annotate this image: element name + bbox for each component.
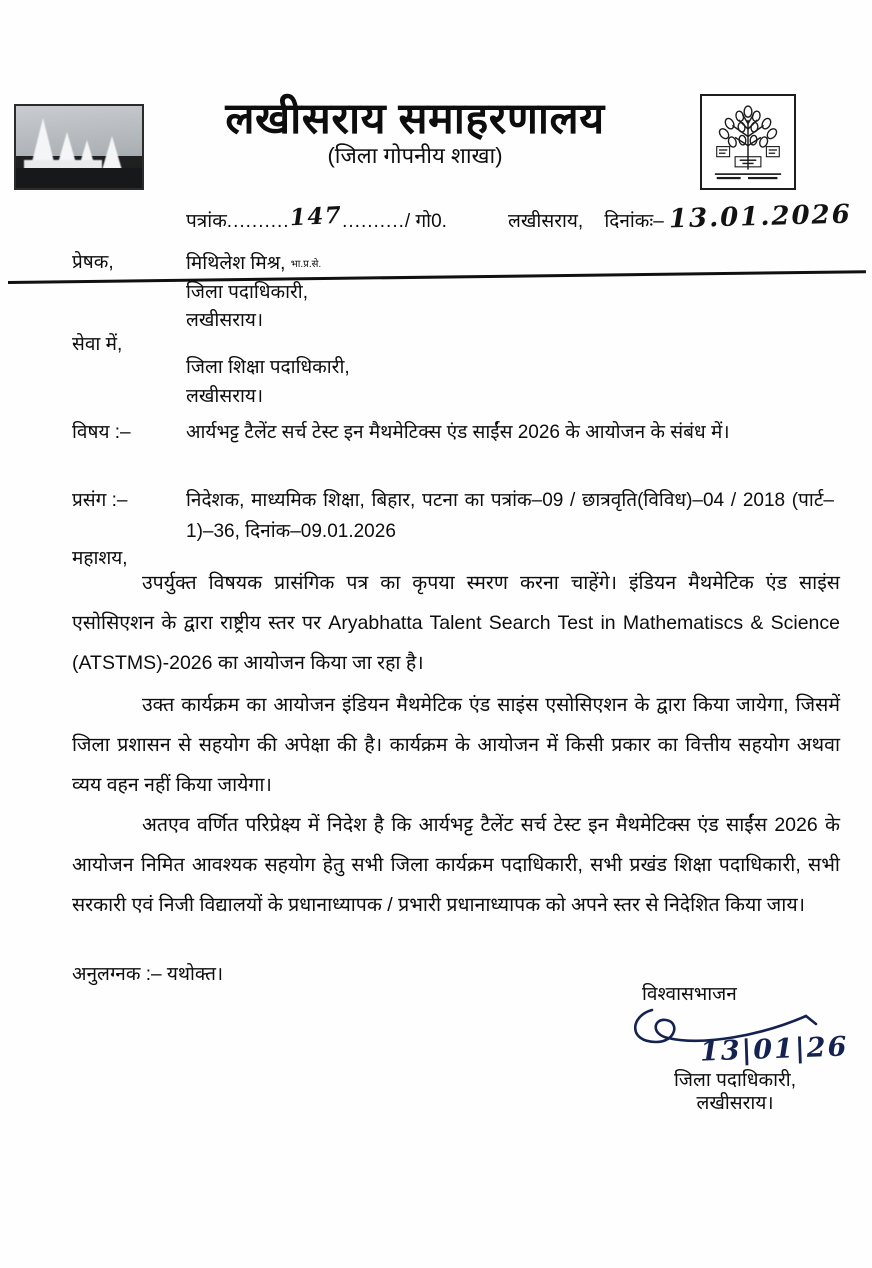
- letter-number-label: पत्रांक: [186, 211, 227, 232]
- letter-number-field: [186, 201, 447, 233]
- from-name: मिथिलेश मिश्र,: [186, 253, 286, 274]
- letter-place: लखीसराय,: [508, 211, 584, 232]
- signature-date: 13|01|26: [699, 1031, 849, 1068]
- from-designation: जिला पदाधिकारी,: [186, 281, 308, 303]
- office-subtitle: (जिला गोपनीय शाखा): [327, 143, 503, 169]
- paragraph-3: अतएव वर्णित परिप्रेक्ष्य में निदेश है कि आर्यभट्ट टैलेंट सर्च टेस्ट इन मैथमेटिक्स एंड साईंस 2026 के आयोजन निमित आवश्यक सहयोग हेतु सभी जिला कार्यक्रम पदाधिकारी, सभी प्रखंड शिक्षा पदाधिकारी, सभी सरकारी एवं निजी विद्यालयों के प्रधानाध्यापक / प्रभारी प्रधानाध्यापक को अपने स्तर से निदेशित किया जाय।: [72, 814, 840, 916]
- letter-date-label: दिनांकः–: [604, 211, 664, 232]
- signature-designation: जिला पदाधिकारी,: [674, 1069, 796, 1091]
- from-label: प्रेषक,: [72, 252, 114, 273]
- from-district: लखीसराय।: [186, 310, 264, 331]
- to-district: लखीसराय।: [186, 385, 264, 407]
- letter-meta-row: [0, 199, 872, 240]
- from-block: [186, 250, 321, 336]
- signature-graphic: [600, 1006, 870, 1070]
- signature-respect-word: विश्वासभाजन: [642, 984, 737, 1005]
- reference-label: प्रसंग :–: [72, 490, 128, 511]
- to-designation: जिला शिक्षा पदाधिकारी,: [186, 357, 350, 378]
- office-title: लखीसराय समाहरणालय: [225, 95, 605, 143]
- to-block: [186, 354, 350, 411]
- paragraph-2: उक्त कार्यक्रम का आयोजन इंडियन मैथमेटिक एंड साइंस एसोसिएशन के द्वारा किया जायेगा, जिसमें जिला प्रशासन से सहयोग की अपेक्षा की है। कार्यक्रम के आयोजन में किसी प्रकार का वित्तीय सहयोग अथवा व्यय वहन नहीं किया जायेगा।: [72, 694, 840, 796]
- to-label: सेवा में,: [72, 334, 123, 355]
- from-name-line: [186, 250, 321, 279]
- subject-text: आर्यभट्ट टैलेंट सर्च टेस्ट इन मैथमेटिक्स एंड साईंस 2026 के आयोजन के संबंध में।: [186, 422, 730, 443]
- letter-date-field: [508, 199, 853, 235]
- letter-number-value: 147: [288, 201, 343, 232]
- greeting: महाशय,: [72, 548, 128, 569]
- subject-label: विषय :–: [72, 422, 131, 443]
- letterhead-header: [0, 88, 872, 200]
- signature-block: [600, 982, 870, 1117]
- letter-number-dots: ..........: [226, 211, 290, 232]
- header-divider: [8, 270, 866, 284]
- reference-text: निदेशक, माध्यमिक शिक्षा, बिहार, पटना का पत्रांक–09 / छात्रवृति(विविध)–04 / 2018 (पार्ट–1)–36, दिनांक–09.01.2026: [186, 490, 834, 542]
- from-name-suffix: भा.प्र.से.: [290, 259, 322, 270]
- paragraph-1: उपर्युक्त विषयक प्रासंगिक पत्र का कृपया स्मरण करना चाहेंगे। इंडियन मैथमेटिक एंड साइंस एसोसिएशन के द्वारा राष्ट्रीय स्तर पर Aryabhatta Talent Search Test in Mathematiscs & Science (ATSTMS)-2026 का आयोजन किया जा रहा है।: [72, 572, 840, 674]
- bihar-government-emblem-icon: [700, 94, 796, 190]
- letter-number-suffix: / गो0.: [404, 211, 447, 232]
- letter-date-value: 13.01.2026: [668, 199, 853, 235]
- temple-photo: [14, 104, 144, 190]
- letter-number-dots-2: ..........: [342, 211, 405, 232]
- office-title-block: [150, 96, 680, 169]
- signature-district: लखीसराय।: [696, 1093, 774, 1115]
- enclosure-note: अनुलग्नक :– यथोक्त।: [72, 964, 224, 985]
